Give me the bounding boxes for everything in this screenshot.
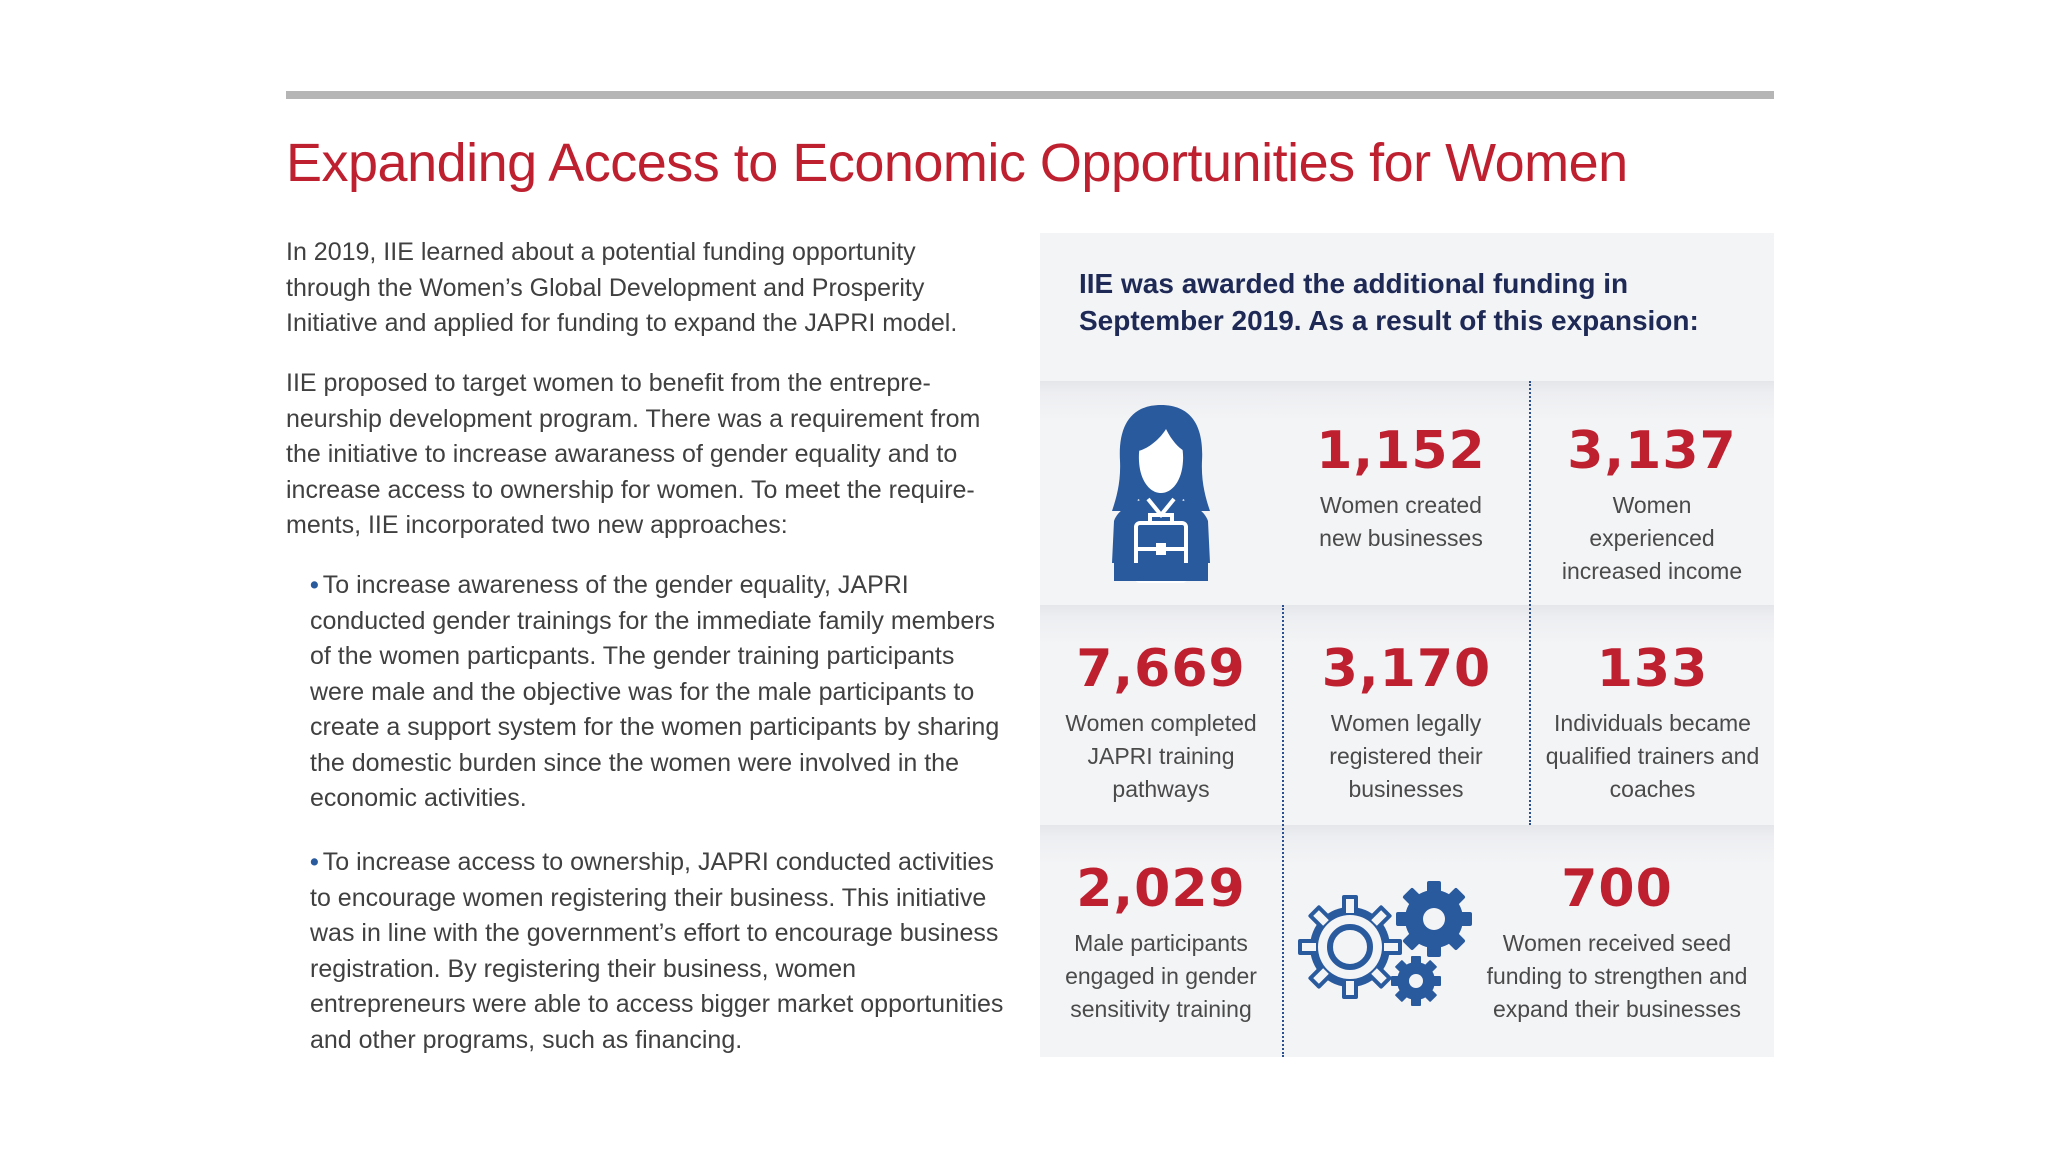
top-rule (286, 91, 1774, 99)
page-title: Expanding Access to Economic Opportunities for Women (286, 133, 1628, 193)
bullet-marker: • (310, 571, 319, 599)
stat-label: Women legally registered their businesses (1329, 710, 1483, 802)
stat-number: 133 (1596, 639, 1709, 699)
stat-training-pathways (1040, 639, 1282, 806)
stat-number: 3,137 (1567, 421, 1737, 481)
stat-label: Individuals became qualified trainers and coaches (1545, 710, 1760, 802)
stats-grid (1040, 381, 1774, 1057)
stat-label: Women experienced increased income (1561, 492, 1743, 584)
stat-new-businesses (1276, 421, 1526, 555)
businesswoman-icon (1108, 403, 1214, 583)
stat-registered-businesses (1284, 639, 1529, 806)
approach-paragraph: IIE proposed to target women to benefit from the entrepre-neurship development program. There was a requirement from the initiative to increase awaraness of gender equality and to increase access to ownership for women. To meet the require-ments, IIE incorporated two new approaches: (286, 369, 981, 539)
stat-label: Male participants engaged in gender sensitivity training (1065, 930, 1257, 1022)
stat-label: Women created new businesses (1319, 492, 1483, 551)
bullet-item (310, 845, 1010, 1058)
gears-icon (1298, 877, 1478, 1007)
stat-number: 2,029 (1076, 859, 1246, 919)
stat-increased-income (1532, 421, 1772, 588)
bullet-text: To increase access to ownership, JAPRI conducted activities to encourage women registering their business. This initiative was in line with the government’s effort to encourage business registration. By registering their business, women entrepreneurs were able to access bigger market opportunities and other programs, such as financing. (310, 848, 1004, 1054)
intro-paragraph: In 2019, IIE learned about a potential funding opportunity through the Women’s Global Development and Prosperity Initiative and applied for funding to expand the JAPRI model. (286, 238, 958, 337)
bullet-item (310, 568, 1010, 817)
stat-number: 700 (1561, 859, 1673, 919)
stat-qualified-trainers (1531, 639, 1774, 806)
stat-number: 1,152 (1316, 421, 1486, 481)
stat-number: 7,669 (1076, 639, 1246, 699)
stat-number: 3,170 (1321, 639, 1492, 699)
results-panel (1040, 233, 1774, 1057)
bullet-text: To increase awareness of the gender equality, JAPRI conducted gender trainings for the immediate family members of the women particpants. The gender training participants were male and the objective was for the male participants to create a support system for the women participants by sharing the domestic burden since the women were involved in the economic activities. (310, 571, 1000, 812)
panel-header (1040, 233, 1774, 381)
stat-label: Women received seed funding to strengthen and expand their businesses (1486, 930, 1748, 1022)
panel-heading: IIE was awarded the additional funding in September 2019. As a result of this expansion: (1079, 268, 1699, 336)
bullet-marker: • (310, 848, 319, 876)
stat-male-participants (1040, 859, 1282, 1026)
stat-label: Women completed JAPRI training pathways (1065, 710, 1257, 802)
stat-seed-funding (1460, 859, 1774, 1026)
